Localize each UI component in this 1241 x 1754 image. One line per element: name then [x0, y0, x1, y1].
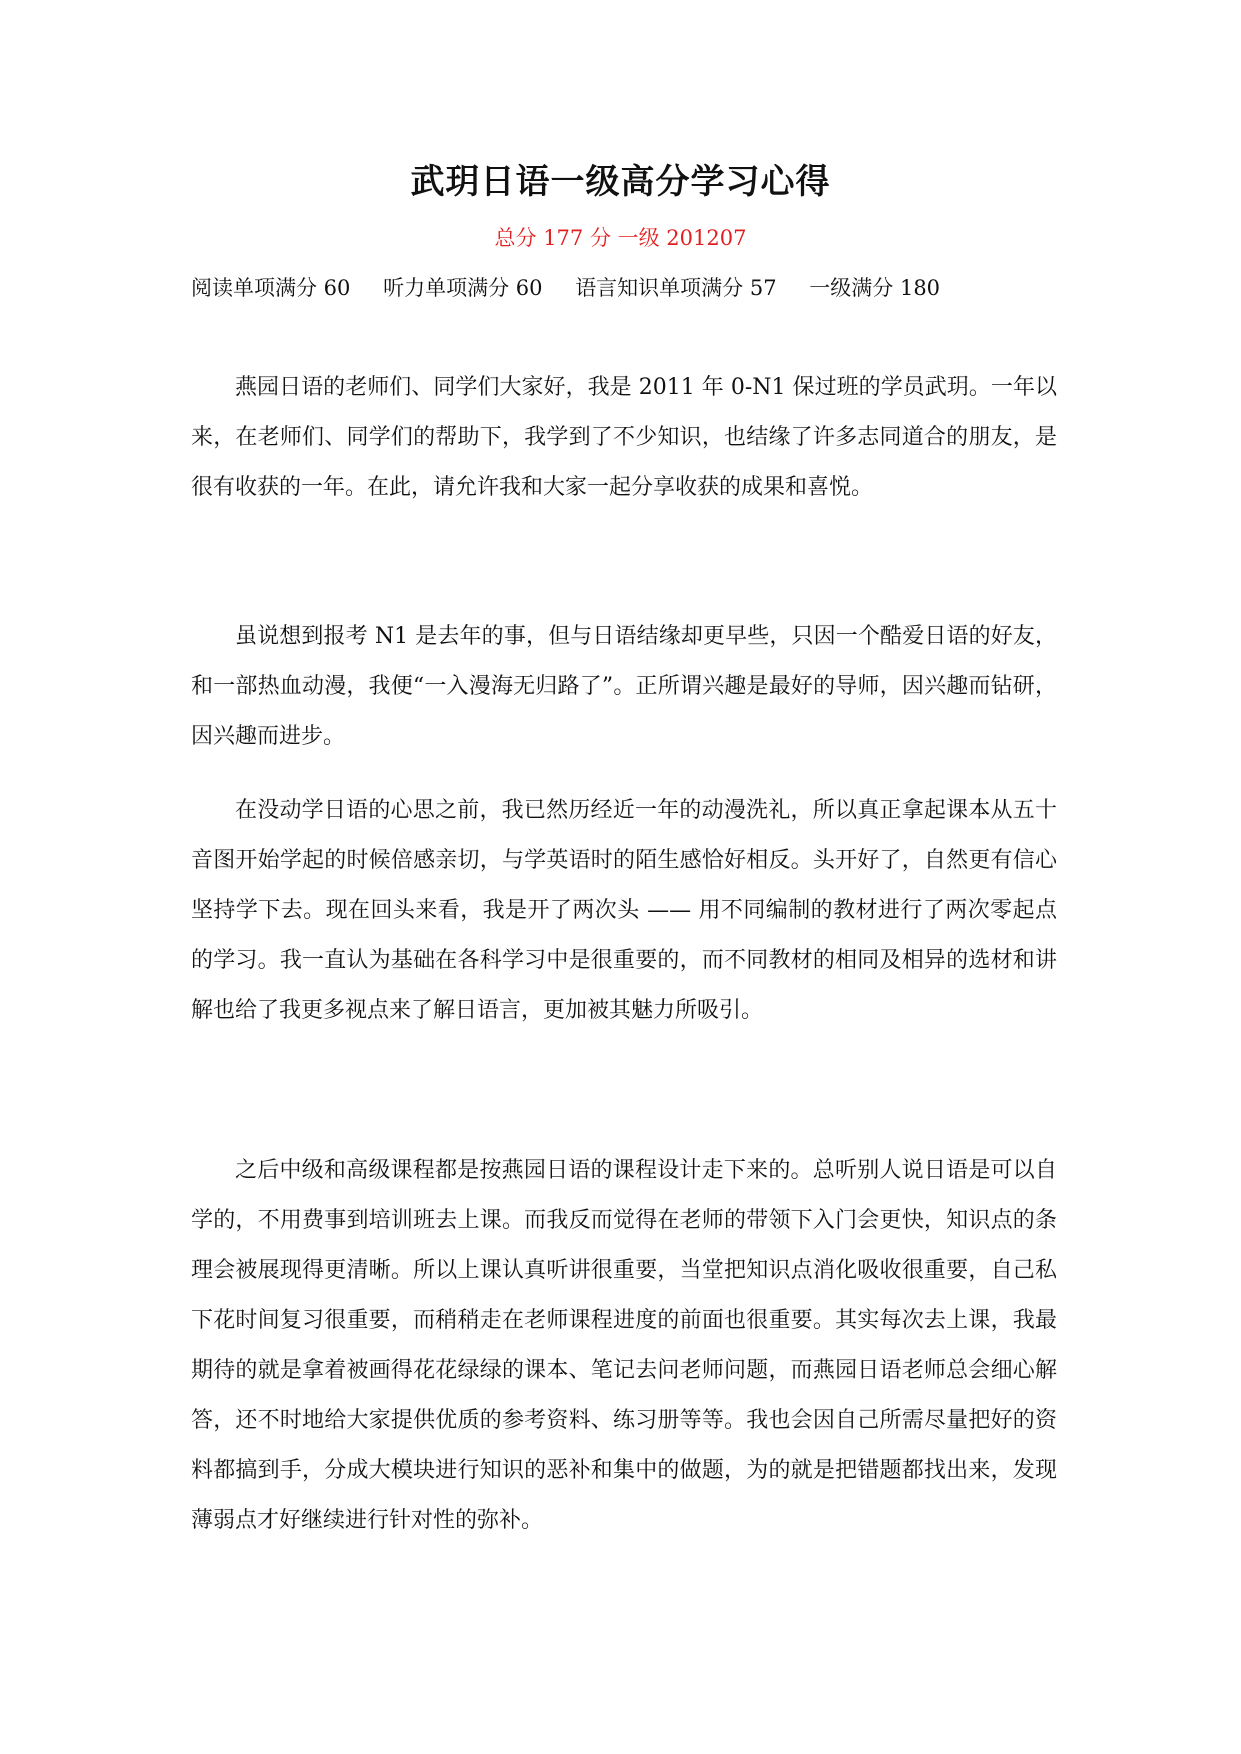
score-breakdown — [191, 270, 1061, 306]
score-total-max: 一级满分 180 — [809, 276, 941, 300]
paragraph: 在没动学日语的心思之前，我已然历经近一年的动漫洗礼，所以真正拿起课本从五十音图开始学起的时候倍感亲切，与学英语时的陌生感恰好相反。头开好了，自然更有信心坚持学下去。现在回头来看，我是开了两次头 —— 用不同编制的教材进行了两次零起点的学习。我一直认为基础在各科学习中是很重要的，而不同教材的相同及相异的选材和讲解也给了我更多视点来了解日语言，更加被其魅力所吸引。 — [191, 798, 1057, 1023]
document-title: 武玥日语一级高分学习心得 — [410, 162, 831, 202]
score-language-knowledge: 语言知识单项满分 57 — [575, 276, 777, 300]
paragraph: 之后中级和高级课程都是按燕园日语的课程设计走下来的。总听别人说日语是可以自学的，不用费事到培训班去上课。而我反而觉得在老师的带领下入门会更快，知识点的条理会被展现得更清晰。所以上课认真听讲很重要，当堂把知识点消化吸收很重要，自己私下花时间复习很重要，而稍稍走在老师课程进度的前面也很重要。其实每次去上课，我最期待的就是拿着被画得花花绿绿的课本、笔记去问老师问题，而燕园日语老师总会细心解答，还不时地给大家提供优质的参考资料、练习册等等。我也会因自己所需尽量把好的资料都搞到手，分成大模块进行知识的恶补和集中的做题，为的就是把错题都找出来，发现薄弱点才好继续进行针对性的弥补。 — [191, 1158, 1057, 1533]
score-subtitle: 总分 177 分 一级 201207 — [494, 226, 747, 250]
paragraph: 燕园日语的老师们、同学们大家好，我是 2011 年 0-N1 保过班的学员武玥。一年以来，在老师们、同学们的帮助下，我学到了不少知识，也结缘了许多志同道合的朋友，是很有收获的一年。在此，请允许我和大家一起分享收获的成果和喜悦。 — [191, 375, 1057, 500]
score-listening: 听力单项满分 60 — [383, 276, 543, 300]
score-reading: 阅读单项满分 60 — [191, 276, 351, 300]
paragraph: 虽说想到报考 N1 是去年的事，但与日语结缘却更早些，只因一个酷爱日语的好友，和一部热血动漫，我便“一入漫海无归路了”。正所谓兴趣是最好的导师，因兴趣而钻研，因兴趣而进步。 — [191, 624, 1057, 749]
